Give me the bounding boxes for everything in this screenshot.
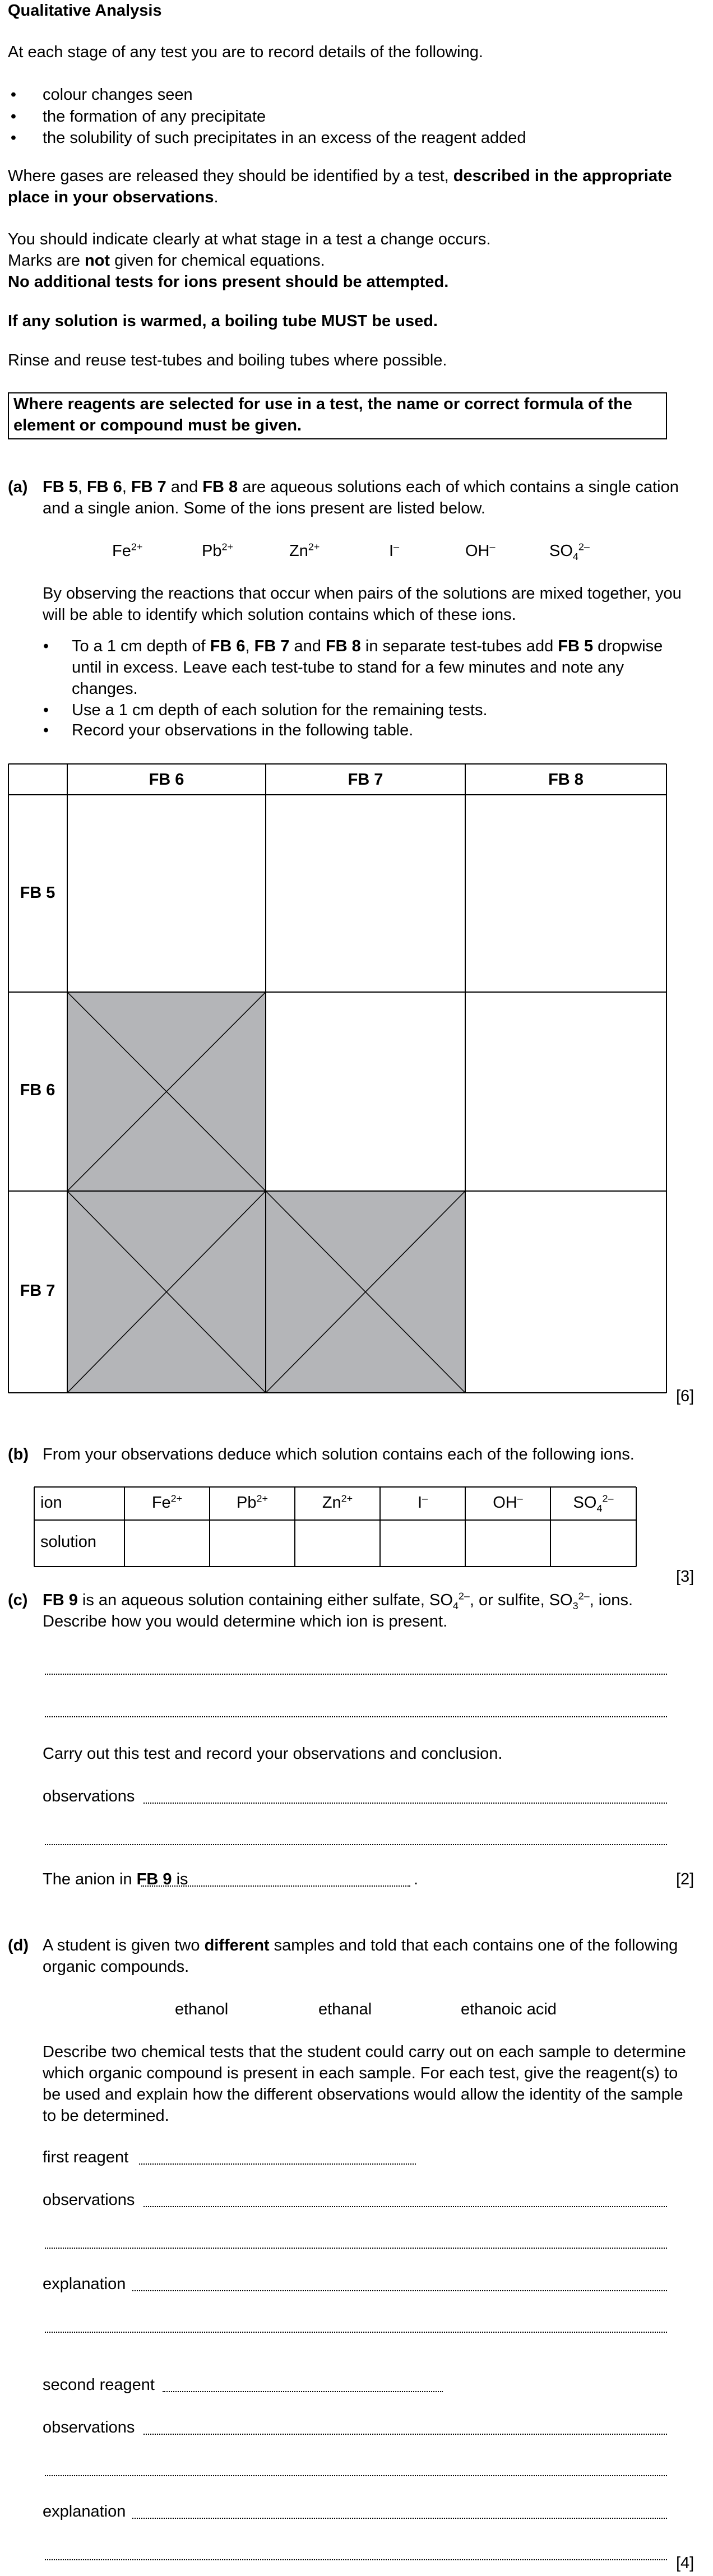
anion-text: The anion in xyxy=(43,1870,137,1888)
no-additional-tests: No additional tests for ions present should be attempted. xyxy=(8,273,449,291)
solution-fb9: FB 9 xyxy=(43,1591,78,1609)
observations-label: observations xyxy=(43,1787,135,1805)
second-reagent-answer-line[interactable] xyxy=(163,2391,443,2392)
answer-line[interactable] xyxy=(45,2559,667,2560)
solution-fb5: FB 5 xyxy=(558,637,594,655)
explanation-answer-line[interactable] xyxy=(132,2518,667,2519)
part-d-marks: [4] xyxy=(676,2554,695,2572)
describe-line2: which organic compound is present in each sample. For each test, give the reagent(s) to xyxy=(43,2064,678,2082)
ion-pb2plus: $Pb^{2+}$ xyxy=(202,541,233,560)
explanation-label: explanation xyxy=(43,2275,126,2293)
part-c-marks: [2] xyxy=(676,1870,695,1888)
observations-answer-line[interactable] xyxy=(143,1803,667,1804)
reagent-notice-box xyxy=(8,392,667,439)
bullet1-line1 xyxy=(72,637,663,656)
explanation-answer-line[interactable] xyxy=(132,2290,667,2291)
part-c-text: is an aqueous solution containing either sulfate, SO xyxy=(82,1591,453,1609)
describe-line4: to be determined. xyxy=(43,2107,169,2125)
part-c-text: , or sulfite, SO xyxy=(469,1591,573,1609)
bullet-dot: • xyxy=(10,86,17,104)
bullet-dot: • xyxy=(10,108,17,126)
col-header-fb6: FB 6 xyxy=(149,771,184,789)
bullet-dot: • xyxy=(43,721,49,739)
col-header-fb8: FB 8 xyxy=(548,771,584,789)
anion-text: is xyxy=(172,1870,188,1888)
bullet1-line3: changes. xyxy=(72,680,138,698)
observation-table xyxy=(8,763,667,1393)
solution-fb5: FB 5 xyxy=(43,478,78,496)
solution-fb9: FB 9 xyxy=(136,1870,172,1888)
bullet1-text: To a 1 cm depth of xyxy=(72,637,210,655)
observation-table-grid xyxy=(8,763,667,1393)
comma: , xyxy=(245,637,254,655)
second-reagent-label: second reagent xyxy=(43,2376,155,2394)
ion-row-label: ion xyxy=(40,1494,62,1512)
part-b-label: (b) xyxy=(8,1445,29,1463)
comma: , xyxy=(77,478,82,496)
marks-instruction xyxy=(8,251,325,271)
comma: , xyxy=(122,478,127,496)
gases-instruction-line1 xyxy=(8,166,672,186)
part-d-line2: organic compounds. xyxy=(43,1958,189,1976)
part-a-intro-line1 xyxy=(43,478,679,497)
marks-not: not xyxy=(84,252,110,270)
anion-answer-line[interactable] xyxy=(141,1885,410,1887)
notice-line1: Where reagents are selected for use in a test, the name or correct formula of the xyxy=(13,395,632,413)
stage-instruction: You should indicate clearly at what stage in a test a change occurs. xyxy=(8,230,491,248)
sulfate-charge: 2– xyxy=(458,1590,470,1602)
and-word: and xyxy=(289,637,326,655)
sulfite-subscript: 3 xyxy=(572,1600,578,1611)
gases-emphasis: described in the appropriate xyxy=(453,167,672,185)
ion-iodide: I– xyxy=(417,1493,428,1512)
ion-fe2plus: $Fe^{2+}$ xyxy=(112,541,143,560)
observations-answer-line[interactable] xyxy=(143,2434,667,2435)
marks-text: Marks are xyxy=(8,252,85,270)
part-d-text: samples and told that each contains one of the following xyxy=(269,1936,678,1954)
solution-fb6: FB 6 xyxy=(86,478,122,496)
ion-fe2plus: $Fe^{2+}$ xyxy=(151,1493,183,1512)
ion-sulfate: $SO_4^{2-}$ xyxy=(549,541,590,562)
part-c-text: , ions. xyxy=(589,1591,633,1609)
and-word: and xyxy=(170,478,198,496)
row-header-fb5: FB 5 xyxy=(20,884,55,902)
solution-fb7: FB 7 xyxy=(254,637,290,655)
ion-hydroxide: OH– xyxy=(493,1493,523,1512)
warming-rule: If any solution is warmed, a boiling tube MUST be used. xyxy=(8,312,438,330)
observe-line1: By observing the reactions that occur when pairs of the solutions are mixed together, you xyxy=(43,585,682,603)
rinse-instruction: Rinse and reuse test-tubes and boiling tubes where possible. xyxy=(8,351,447,369)
sulfite-charge: 2– xyxy=(578,1590,590,1602)
explanation-label: explanation xyxy=(43,2503,126,2521)
answer-line[interactable] xyxy=(45,2248,667,2249)
answer-line[interactable] xyxy=(45,1674,667,1675)
part-a-marks: [6] xyxy=(676,1387,695,1405)
solution-fb7: FB 7 xyxy=(131,478,166,496)
observations-answer-line[interactable] xyxy=(143,2206,667,2207)
bullet-dot: • xyxy=(43,637,49,655)
solution-fb8: FB 8 xyxy=(202,478,238,496)
bullet3: Record your observations in the following table. xyxy=(72,721,414,739)
bullet1-text: dropwise xyxy=(593,637,663,655)
ion-solution-table xyxy=(34,1486,637,1567)
page-title: Qualitative Analysis xyxy=(8,2,162,20)
answer-line[interactable] xyxy=(45,1716,667,1717)
sulfate-subscript: 4 xyxy=(452,1600,459,1611)
part-a-label: (a) xyxy=(8,478,28,496)
describe-line1: Describe two chemical tests that the student could carry out on each sample to determine xyxy=(43,2043,686,2061)
bullet-dot: • xyxy=(43,701,49,719)
solution-fb8: FB 8 xyxy=(325,637,361,655)
answer-line[interactable] xyxy=(45,1844,667,1845)
bullet-dot: • xyxy=(10,129,17,147)
bullet1-line2: until in excess. Leave each test-tube to stand for a few minutes and note any xyxy=(72,659,624,677)
part-b-text: From your observations deduce which solution contains each of the following ions. xyxy=(43,1445,635,1463)
ion-hydroxide: OH– xyxy=(465,541,496,560)
carry-out-instruction: Carry out this test and record your observations and conclusion. xyxy=(43,1745,503,1763)
compound-ethanal: ethanal xyxy=(318,2000,372,2018)
first-reagent-label: first reagent xyxy=(43,2148,129,2166)
ion-sulfate: $SO_4^{2-}$ xyxy=(573,1493,614,1514)
observations-label: observations xyxy=(43,2191,135,2209)
answer-line[interactable] xyxy=(45,2475,667,2476)
solution-fb6: FB 6 xyxy=(210,637,246,655)
ion-iodide: I– xyxy=(389,541,400,560)
part-b-marks: [3] xyxy=(676,1568,695,1586)
answer-line[interactable] xyxy=(45,2332,667,2333)
first-reagent-answer-line[interactable] xyxy=(139,2163,416,2165)
different-word: different xyxy=(204,1936,270,1954)
record-item: colour changes seen xyxy=(43,86,193,104)
record-item: the solubility of such precipitates in an excess of the reagent added xyxy=(43,129,526,147)
observations-label: observations xyxy=(43,2419,135,2436)
part-c-label: (c) xyxy=(8,1591,28,1609)
bullet1-text: in separate test-tubes add xyxy=(360,637,558,655)
part-d-label: (d) xyxy=(8,1936,29,1954)
part-d-text: A student is given two xyxy=(43,1936,205,1954)
part-c-line2: Describe how you would determine which ion is present. xyxy=(43,1613,448,1630)
gases-instruction-line2 xyxy=(8,188,219,207)
describe-line3: be used and explain how the different observations would allow the identity of the sample xyxy=(43,2086,683,2104)
row-header-fb6: FB 6 xyxy=(20,1081,55,1099)
record-item: the formation of any precipitate xyxy=(43,108,266,126)
compound-ethanoic-acid: ethanoic acid xyxy=(461,2000,557,2018)
part-a-intro-text: are aqueous solutions each of which contains a single cation xyxy=(242,478,679,496)
gases-text: . xyxy=(214,188,219,206)
intro-text: At each stage of any test you are to record details of the following. xyxy=(8,43,483,61)
anion-full-stop: . xyxy=(414,1870,419,1888)
part-a-intro-line2: and a single anion. Some of the ions present are listed below. xyxy=(43,499,485,517)
ion-zn2plus: $Zn^{2+}$ xyxy=(322,1493,353,1512)
ion-zn2plus: $Zn^{2+}$ xyxy=(289,541,320,560)
gases-text: Where gases are released they should be identified by a test, xyxy=(8,167,453,185)
notice-line2: element or compound must be given. xyxy=(13,416,302,434)
bullet2: Use a 1 cm depth of each solution for the remaining tests. xyxy=(72,701,488,719)
observe-line2: will be able to identify which solution contains which of these ions. xyxy=(43,606,516,624)
part-c-line1 xyxy=(43,1591,633,1610)
row-header-fb7: FB 7 xyxy=(20,1282,55,1300)
gases-emphasis: place in your observations xyxy=(8,188,214,206)
solution-row-label: solution xyxy=(40,1533,96,1551)
col-header-fb7: FB 7 xyxy=(348,771,383,789)
ion-pb2plus: $Pb^{2+}$ xyxy=(237,1493,268,1512)
compound-ethanol: ethanol xyxy=(175,2000,229,2018)
part-d-line1 xyxy=(43,1936,678,1956)
marks-text: given for chemical equations. xyxy=(110,252,325,270)
